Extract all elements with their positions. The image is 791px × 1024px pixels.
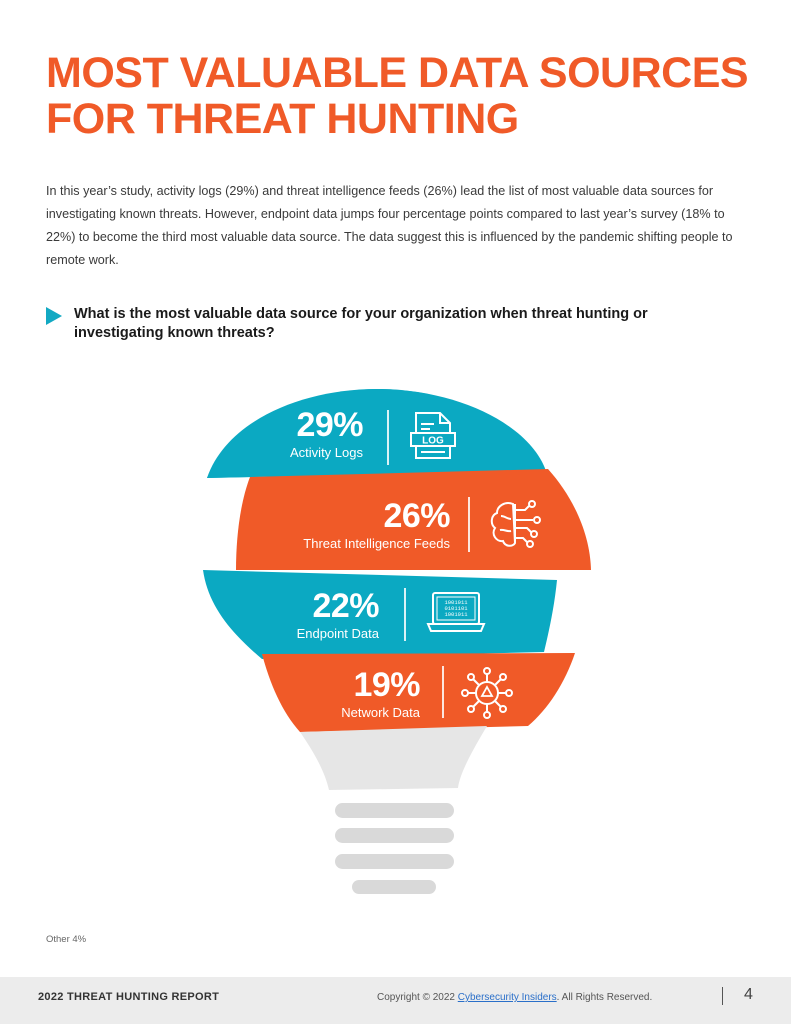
intro-paragraph: In this year’s study, activity logs (29%) and threat intelligence feeds (26%) lead the list of most valuable data sources for investigating known threats. However, endpoint data jumps four percentage points compared to last year’s survey (18% to 22%) to become the third most valuable data source. The data suggest this is influenced by the pandemic shifting people to remote work. bbox=[46, 184, 733, 267]
cybersecurity-insiders-link[interactable]: Cybersecurity Insiders bbox=[457, 992, 557, 1003]
category-label: Endpoint Data bbox=[296, 626, 379, 641]
copyright bbox=[377, 992, 652, 1003]
lightbulb-graphic bbox=[0, 370, 791, 910]
category-label: Network Data bbox=[341, 705, 420, 720]
bulb-neck bbox=[300, 726, 487, 790]
brain-circuit-icon bbox=[487, 498, 547, 550]
title-line-1: MOST VALUABLE DATA SOURCES bbox=[46, 49, 749, 97]
binary-line-3: 1001011 bbox=[444, 611, 468, 618]
value-label: 29% bbox=[296, 406, 363, 444]
page-footer bbox=[0, 977, 791, 1024]
laptop-binary-icon bbox=[425, 590, 487, 636]
log-file-icon bbox=[408, 410, 458, 462]
title-line-2: FOR THREAT HUNTING bbox=[46, 95, 519, 143]
binary-line-2: 0101101 bbox=[444, 605, 468, 612]
band-network-data bbox=[300, 667, 420, 721]
bulb-ring-2 bbox=[335, 828, 454, 843]
divider bbox=[468, 497, 470, 552]
other-note: Other 4% bbox=[46, 934, 87, 945]
lightbulb-chart bbox=[0, 370, 791, 910]
band-endpoint-data bbox=[270, 588, 379, 642]
value-label: 26% bbox=[383, 497, 450, 535]
page-title bbox=[46, 50, 766, 142]
bar-endpoint-data bbox=[203, 570, 557, 659]
copyright-prefix: Copyright © 2022 bbox=[377, 992, 458, 1003]
footer-divider bbox=[722, 987, 723, 1005]
band-activity-logs bbox=[250, 407, 363, 461]
survey-question bbox=[46, 305, 746, 345]
bulb-ring-4 bbox=[352, 880, 436, 894]
bulb-ring-3 bbox=[335, 854, 454, 869]
page-number: 4 bbox=[744, 986, 753, 1003]
divider bbox=[442, 666, 444, 718]
network-hub-icon bbox=[460, 666, 514, 720]
value-label: 19% bbox=[353, 666, 420, 704]
binary-line-1: 1001011 bbox=[444, 599, 468, 606]
question-text: What is the most valuable data source for your organization when threat hunting or investigating known threats? bbox=[74, 306, 648, 341]
value-label: 22% bbox=[312, 587, 379, 625]
category-label: Activity Logs bbox=[290, 445, 363, 460]
play-arrow-icon bbox=[46, 307, 62, 325]
log-icon-text: LOG bbox=[422, 435, 444, 447]
bulb-ring-1 bbox=[335, 803, 454, 818]
band-threat-intelligence-feeds bbox=[270, 498, 450, 552]
report-title: 2022 THREAT HUNTING REPORT bbox=[38, 991, 220, 1003]
category-label: Threat Intelligence Feeds bbox=[303, 536, 450, 551]
copyright-suffix: . All Rights Reserved. bbox=[556, 992, 653, 1003]
divider bbox=[387, 410, 389, 465]
divider bbox=[404, 588, 406, 641]
